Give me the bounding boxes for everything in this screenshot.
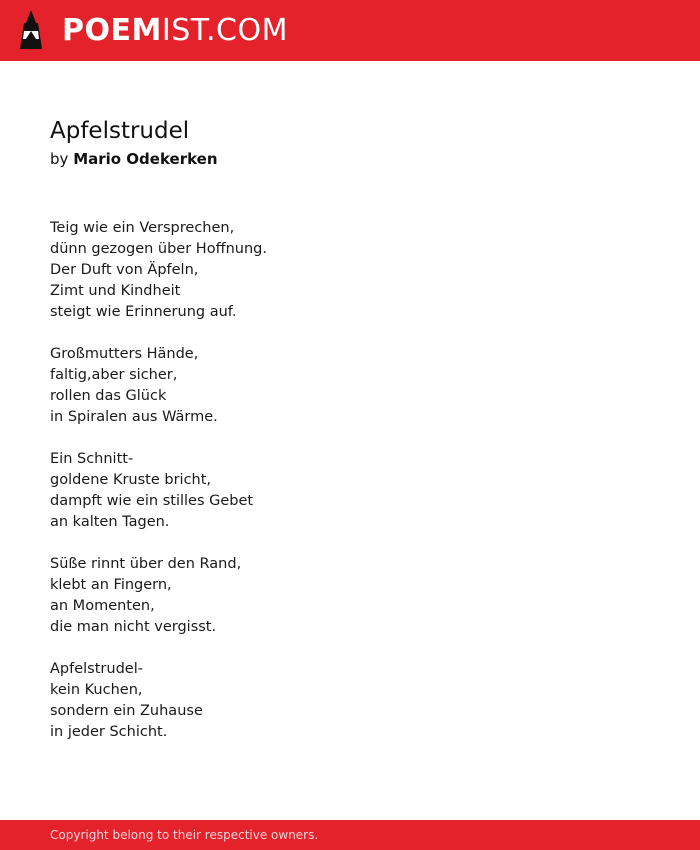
stanza	[50, 449, 267, 533]
poem-line: klebt an Fingern,	[50, 577, 172, 593]
poem-body	[50, 218, 267, 764]
stanza	[50, 344, 267, 428]
poem-line: die man nicht vergisst.	[50, 619, 217, 635]
poem-line: in Spiralen aus Wärme.	[50, 409, 218, 425]
stanza	[50, 659, 267, 743]
logo-text-light: IST.COM	[161, 13, 288, 48]
poem-line: goldene Kruste bricht,	[50, 472, 212, 488]
stanza	[50, 554, 267, 638]
author-name[interactable]: Mario Odekerken	[73, 150, 218, 168]
poem-line: Apfelstrudel-	[50, 661, 143, 677]
poem-line: an Momenten,	[50, 598, 155, 614]
poem-line: Süße rinnt über den Rand,	[50, 556, 242, 572]
poem-line: dampft wie ein stilles Gebet	[50, 493, 254, 509]
poem-line: in jeder Schicht.	[50, 724, 168, 740]
poem-byline	[50, 149, 218, 169]
pencil-logo-icon[interactable]	[18, 9, 44, 51]
poem-line: kein Kuchen,	[50, 682, 143, 698]
poem-line: rollen das Glück	[50, 388, 167, 404]
poem-line: Teig wie ein Versprechen,	[50, 220, 235, 236]
stanza	[50, 218, 267, 323]
poem-line: faltig,aber sicher,	[50, 367, 178, 383]
poem-line: Der Duft von Äpfeln,	[50, 262, 199, 278]
poem-line: Großmutters Hände,	[50, 346, 199, 362]
poem-line: sondern ein Zuhause	[50, 703, 203, 719]
copyright-notice: Copyright belong to their respective owners.	[50, 828, 319, 842]
byline-prefix: by	[50, 150, 69, 168]
poem-line: steigt wie Erinnerung auf.	[50, 304, 237, 320]
poem-line: Ein Schnitt-	[50, 451, 134, 467]
poem-line: dünn gezogen über Hoffnung.	[50, 241, 267, 257]
poem-line: Zimt und Kindheit	[50, 283, 181, 299]
logo-text-bold: POEM	[62, 13, 162, 48]
site-footer	[0, 820, 700, 850]
poem-title: Apfelstrudel	[50, 118, 190, 144]
poem-line: an kalten Tagen.	[50, 514, 170, 530]
site-header	[0, 0, 700, 61]
site-logo[interactable]	[62, 13, 288, 49]
